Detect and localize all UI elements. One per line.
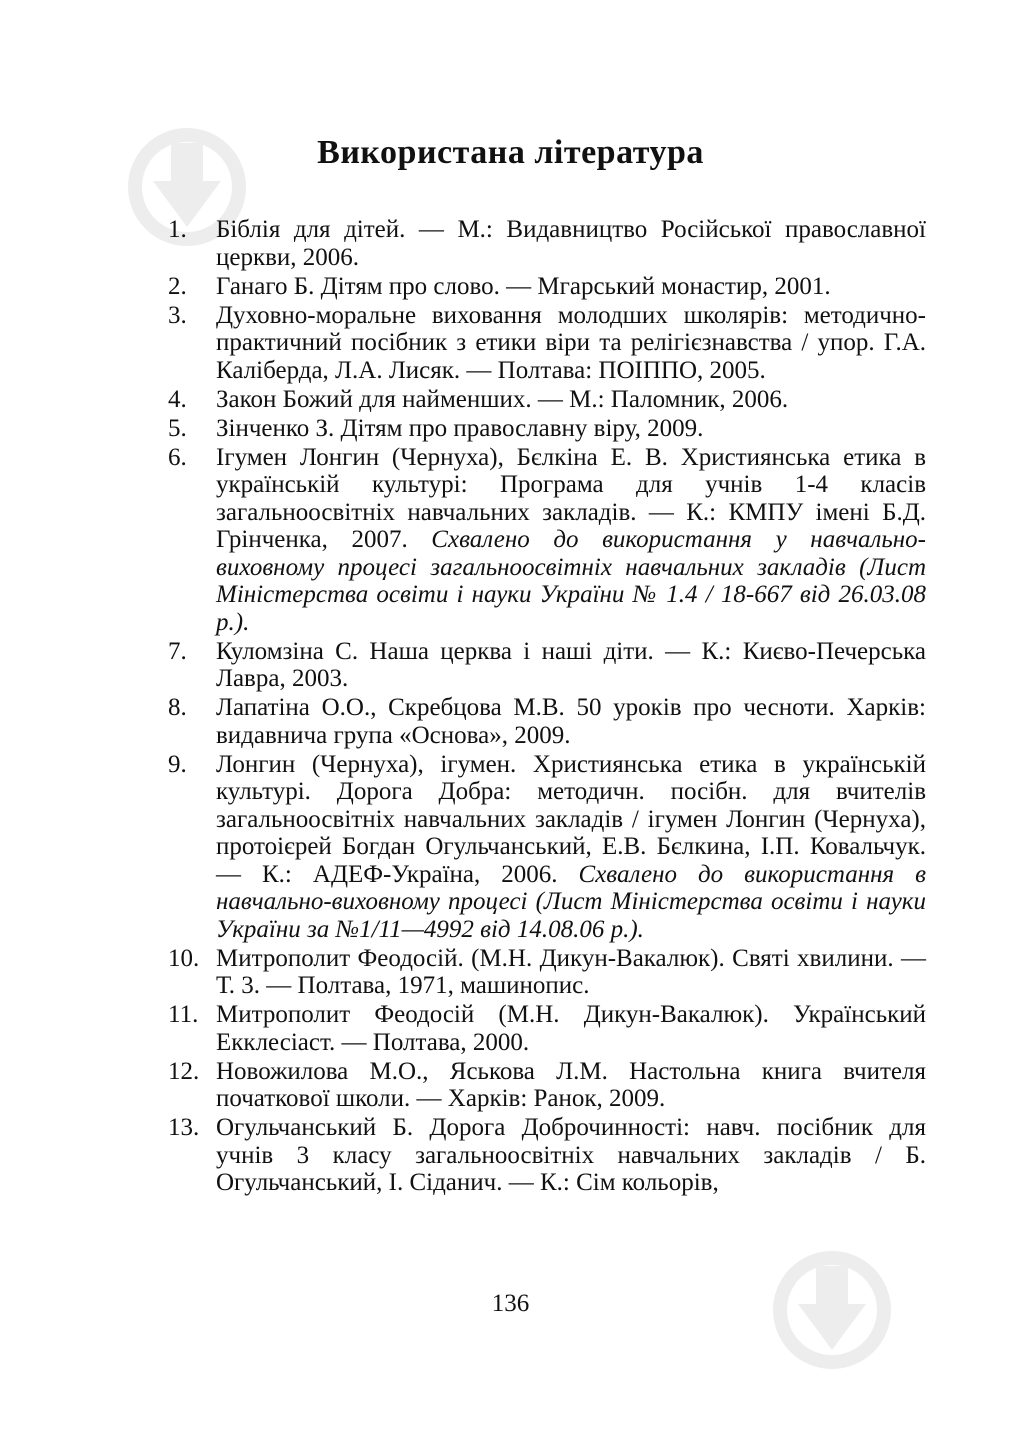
- bibliography-item: [168, 694, 926, 749]
- bibliography-item-number: 1.: [168, 216, 187, 243]
- bibliography-item: [168, 751, 926, 944]
- bibliography-item-number: 12.: [168, 1057, 200, 1085]
- bibliography-item-text: Духовно-моральне виховання молодших школярів: методично-практичний посібник з етики віри та релігієзнавства / упор. Г.А. Каліберда, Л.А. Лисяк. — Полтава: ПОІППО, 2005.: [216, 301, 926, 384]
- bibliography-item: [168, 216, 926, 271]
- bibliography-item: [168, 1114, 926, 1197]
- bibliography-item-number: 11.: [168, 1001, 199, 1028]
- bibliography-item-text: Новожилова М.О., Яськова Л.М. Настольна книга вчителя початкової школи. — Харків: Ранок, 2009.: [216, 1057, 926, 1112]
- bibliography-item-text: Митрополит Феодосій. (М.Н. Дикун-Вакалюк). Святі хвилини. — Т. 3. — Полтава, 1971, машинопис.: [216, 944, 926, 999]
- bibliography-item-number: 4.: [168, 385, 187, 413]
- bibliography-item-approval-note: Схвалено до використання у навчально-виховному процесі загальноосвітніх навчальних закладів (Лист Міністерства освіти і науки України № 1.4 / 18-667 від 26.03.08 р.).: [216, 526, 926, 636]
- page-number: 136: [491, 1290, 530, 1317]
- bibliography-item-text: Митрополит Феодосій (М.Н. Дикун-Вакалюк). Український Екклесіаст. — Полтава, 2000.: [216, 1001, 926, 1056]
- bibliography-item: [168, 273, 926, 301]
- bibliography-item: [168, 386, 926, 414]
- bibliography-item-approval-note: Схвалено до використання в навчально-виховному процесі (Лист Міністерства освіти і науки України за №1/11—4992 від 14.08.06 р.).: [216, 860, 926, 943]
- bibliography-item-text: Куломзіна С. Наша церква і наші діти. — К.: Києво-Печерська Лавра, 2003.: [216, 637, 926, 692]
- bibliography-item-text: Зінченко З. Дітям про православну віру, 2009.: [216, 414, 704, 442]
- page-title: Використана література: [317, 134, 704, 171]
- bibliography-item-number: 2.: [168, 272, 187, 300]
- bibliography-item-text: Лапатіна О.О., Скребцова М.В. 50 уроків про чесноти. Харків: видавнича група «Основа», 2009.: [216, 694, 926, 749]
- bibliography-item-number: 9.: [168, 750, 187, 778]
- bibliography-item: [168, 302, 926, 385]
- bibliography-item: [168, 1001, 926, 1056]
- bibliography-item-text: Ганаго Б. Дітям про слово. — Мгарський монастир, 2001.: [216, 272, 831, 300]
- bibliography-item-number: 13.: [168, 1114, 200, 1141]
- bibliography-item: [168, 638, 926, 693]
- bibliography-item-number: 6.: [168, 443, 187, 471]
- bibliography-item: [168, 444, 926, 637]
- bibliography-item-number: 5.: [168, 414, 187, 442]
- bibliography-item: [168, 1058, 926, 1113]
- bibliography-item-text: Лонгин (Чернуха), ігумен. Християнська етика в українській культурі. Дорога Добра: методичн. посібн. для вчителів загальноосвітніх навчальних закладів / ігумен Лонгин (Чернуха), протоієрей Богдан Огульчанський, Е.В. Бєлкина, І.П. Ковальчук. — К.: АДЕФ-Україна, 2006.: [216, 750, 926, 888]
- bibliography-item-number: 3.: [168, 301, 187, 329]
- bibliography-item-number: 8.: [168, 694, 187, 721]
- bibliography-item-text: Біблія для дітей. — М.: Видавництво Російської православної церкви, 2006.: [216, 216, 926, 271]
- bibliography-item-number: 7.: [168, 637, 187, 665]
- bibliography-item-text: Ігумен Лонгин (Чернуха), Бєлкіна Е. В. Християнська етика в українській культурі: Програма для учнів 1-4 класів загальноосвітніх навчальних закладів. — К.: КМПУ імені Б.Д. Грінченка, 2007.: [216, 443, 926, 553]
- bibliography-item: [168, 415, 926, 443]
- bibliography-item: [168, 945, 926, 1000]
- bibliography-item-number: 10.: [168, 944, 200, 972]
- bibliography-item-text: Огульчанський Б. Дорога Доброчинності: навч. посібник для учнів 3 класу загальноосвітніх навчальних закладів / Б. Огульчанський, І. Сіданич. — К.: Сім кольорів,: [216, 1114, 926, 1196]
- bibliography-item-text: Закон Божий для найменших. — М.: Паломник, 2006.: [216, 385, 789, 413]
- bibliography-list: [168, 216, 926, 1198]
